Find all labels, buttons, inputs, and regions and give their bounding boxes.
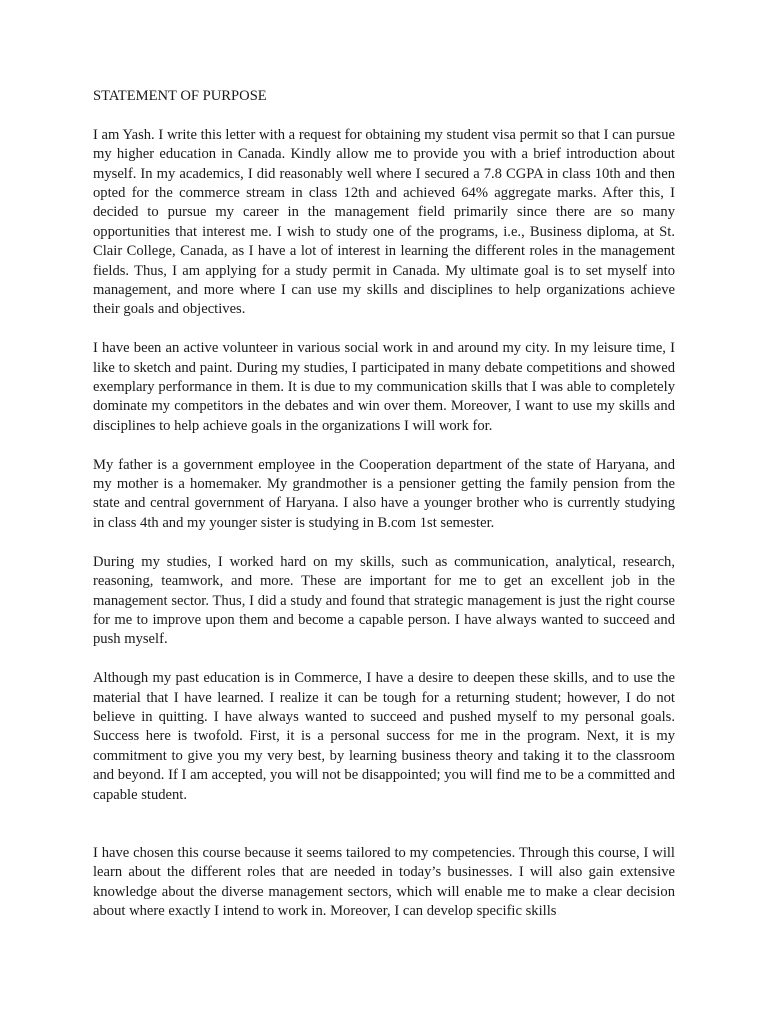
paragraph-commitment: Although my past education is in Commerce, I have a desire to deepen these skills, and to use the material that I have learned. I realize it can be tough for a returning student; however, I do not believe in quitting. I have always wanted to succeed and pushed myself to my personal goals. Success here is twofold. First, it is a personal success for me in the program. Next, it is my commitment to give you my very best, by learning business theory and taking it to the classroom and beyond. If I am accepted, you will not be disappointed; you will find me to be a committed and capable student.	[93, 670, 675, 803]
paragraph-introduction: I am Yash. I write this letter with a request for obtaining my student visa permit so that I can pursue my higher education in Canada. Kindly allow me to provide you with a brief introduction about myself. In my academics, I did reasonably well where I secured a 7.8 CGPA in class 10th and then opted for the commerce stream in class 12th and achieved 64% aggregate marks. After this, I decided to pursue my career in the management field primarily since there are so many opportunities that interest me. I wish to study one of the programs, i.e., Business diploma, at St. Clair College, Canada, as I have a lot of interest in learning the different roles in the management fields. Thus, I am applying for a study permit in Canada. My ultimate goal is to set myself into management, and more where I can use my skills and disciplines to help organizations achieve their goals and objectives.	[93, 126, 675, 318]
document-title: STATEMENT OF PURPOSE	[93, 88, 267, 104]
paragraph-course-choice: I have chosen this course because it seems tailored to my competencies. Through this course, I will learn about the different roles that are needed in today’s businesses. I will also gain extensive knowledge about the diverse management sectors, which will enable me to make a clear decision about where exactly I intend to work in. Moreover, I can develop specific skills	[93, 844, 675, 919]
paragraph-volunteer: I have been an active volunteer in various social work in and around my city. In my leisure time, I like to sketch and paint. During my studies, I participated in many debate competitions and showed exemplary performance in them. It is due to my communication skills that I was able to completely dominate my competitors in the debates and win over them. Moreover, I want to use my skills and disciplines to help achieve goals in the organizations I will work for.	[93, 340, 675, 434]
document-body	[93, 87, 675, 941]
paragraph-family: My father is a government employee in the Cooperation department of the state of Haryana, and my mother is a homemaker. My grandmother is a pensioner getting the family pension from the state and central government of Haryana. I also have a younger brother who is currently studying in class 4th and my younger sister is studying in B.com 1st semester.	[93, 456, 675, 531]
paragraph-skills: During my studies, I worked hard on my skills, such as communication, analytical, research, reasoning, teamwork, and more. These are important for me to get an excellent job in the management sector. Thus, I did a study and found that strategic management is just the right course for me to improve upon them and become a capable person. I have always wanted to succeed and push myself.	[93, 553, 675, 648]
